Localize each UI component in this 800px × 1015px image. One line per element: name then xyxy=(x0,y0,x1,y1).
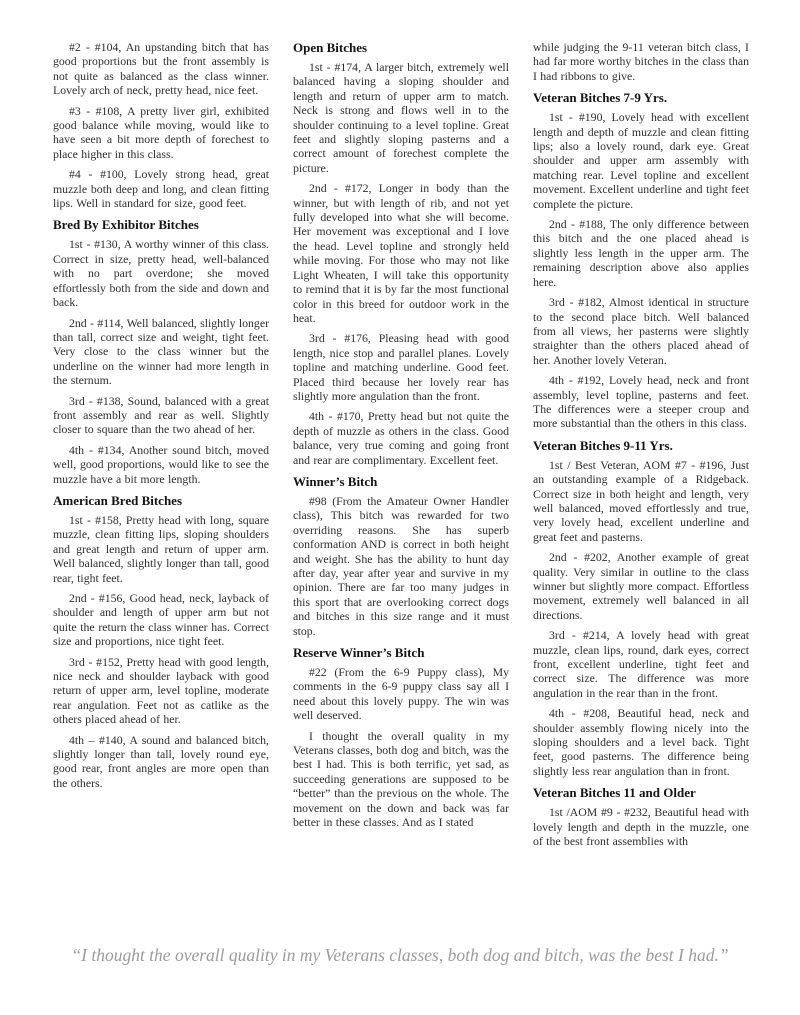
section-heading: Bred By Exhibitor Bitches xyxy=(53,217,199,233)
section-heading: Reserve Winner’s Bitch xyxy=(293,645,425,661)
paragraph: 4th - #208, Beautiful head, neck and shoulder assembly flowing nicely into the sloping shoulders and a level back. Tight feet, good pasterns. The difference being slightly less rear angulation than in front. xyxy=(533,706,749,778)
paragraph: 2nd - #114, Well balanced, slightly longer than tall, correct size and weight, tight feet. Very close to the class winner but the underline on the winner had more length in the sternum. xyxy=(53,315,269,388)
paragraph: 3rd - #182, Almost identical in structure to the second place bitch. Well balanced from all views, her pasterns were slightly straighter than the others placed ahead of her. Another lovely Veteran. xyxy=(533,295,749,367)
paragraph: 3rd - #214, A lovely head with great muzzle, clean lips, round, dark eyes, correct front, excellent underline, tight feet and correct size. The difference was more angulation in the rear than in the front. xyxy=(533,628,749,700)
paragraph: I thought the overall quality in my Veterans classes, both dog and bitch, was the best I had. This is both terrific, yet sad, as succeeding generations are supposed to be “better” than the previous on the whole. The movement on the down and back was far better in these classes. And as I stated xyxy=(293,728,509,830)
column-2 xyxy=(293,40,509,935)
paragraph: 2nd - #188, The only difference between this bitch and the one placed ahead is slightly less length in the upper arm. The remaining description above also applies here. xyxy=(533,217,749,289)
paragraph: 1st - #130, A worthy winner of this class. Correct in size, pretty head, well-balanced with no part overdone; she moved effortlessly both from the side and down and back. xyxy=(53,237,269,310)
paragraph: 2nd - #172, Longer in body than the winner, but with length of rib, and not yet fully developed into what she will become. Her movement was exceptional and I love the head. Level topline and strongly held while moving. For those who may not like Light Wheaten, I will take this opportunity to remind that it is by far the most functional color in this breed for outdoor work in the heat. xyxy=(293,181,509,325)
section-heading: Winner’s Bitch xyxy=(293,473,378,489)
paragraph: 2nd - #202, Another example of great quality. Very similar in outline to the class winner but slightly more compact. Effortless movement, extremely well balanced in all directions. xyxy=(533,550,749,622)
section-heading: American Bred Bitches xyxy=(53,492,183,508)
paragraph: 1st - #158, Pretty head with long, square muzzle, clean fitting lips, sloping shoulders and great length and return of upper arm. Well balanced, slightly longer than tall, good rear, tight feet. xyxy=(53,512,269,585)
paragraph: 1st / Best Veteran, AOM #7 - #196, Just an outstanding example of a Ridgeback. Correct size in both height and length, very well balanced, moved effortlessly and true, very lovely head, excellent underline and great feet and pasterns. xyxy=(533,457,749,544)
section-heading: Veteran Bitches 11 and Older xyxy=(533,785,696,801)
section-heading: Open Bitches xyxy=(293,40,368,55)
paragraph: #98 (From the Amateur Owner Handler class), This bitch was rewarded for two overriding reasons. She has superb conformation AND is correct in both height and weight. She has the ability to hunt day after day, year after year and survive in my opinion. There are far too many judges in this sport that are overlooking correct dogs and bitches in this size range and it must stop. xyxy=(293,493,509,638)
pull-quote: “I thought the overall quality in my Veterans classes, both dog and bitch, was the best I had.” xyxy=(71,945,729,965)
text-columns xyxy=(53,40,749,935)
paragraph: 2nd - #156, Good head, neck, layback of shoulder and length of upper arm but not quite the return the class winner has. Correct size and proportions, nice tight feet. xyxy=(53,591,269,649)
paragraph: 4th - #170, Pretty head but not quite the depth of muzzle as others in the class. Good balance, very true coming and going front and rear are complimentary. Excellent feet. xyxy=(293,409,509,467)
paragraph: 3rd - #176, Pleasing head with good length, nice stop and parallel planes. Lovely topline and matching underline. Good feet. Placed third because her lovely rear has slightly more angulation than the front. xyxy=(293,331,509,403)
paragraph: #4 - #100, Lovely strong head, great muzzle both deep and long, and clean fitting lips. Well in standard for size, good feet. xyxy=(53,167,269,211)
paragraph: while judging the 9-11 veteran bitch class, I had far more worthy bitches in the class than I had ribbons to give. xyxy=(533,40,749,83)
section-heading: Veteran Bitches 9-11 Yrs. xyxy=(533,437,673,453)
paragraph: 1st - #174, A larger bitch, extremely well balanced having a sloping shoulder and length and return of upper arm to match. Neck is strong and flows well in to the shoulder continuing to a level topline. Great feet and slightly sloping pasterns and a correct amount of forechest complete the picture. xyxy=(293,60,509,175)
paragraph: 4th – #140, A sound and balanced bitch, slightly longer than tall, lovely round eye, good rear, front angles are more open than the others. xyxy=(53,732,269,790)
paragraph: #3 - #108, A pretty liver girl, exhibited good balance while moving, would like to have seen a bit more depth of forechest to place higher in this class. xyxy=(53,103,269,161)
paragraph: 3rd - #138, Sound, balanced with a great front assembly and rear as well. Slightly closer to square than the two ahead of her. xyxy=(53,393,269,437)
paragraph: 4th - #192, Lovely head, neck and front assembly, level topline, pasterns and feet. The differences were a steeper croup and more substantial than the others in this class. xyxy=(533,373,749,431)
column-1 xyxy=(53,40,269,935)
paragraph: 3rd - #152, Pretty head with good length, nice neck and shoulder layback with good return of upper arm, level topline, moderate rear angulation. Feet not as catlike as the others placed ahead of her. xyxy=(53,654,269,727)
paragraph: 1st - #190, Lovely head with excellent length and depth of muzzle and clean fitting lips; also a lovely round, dark eye. Great shoulder and upper arm assembly with matching rear. Level topline and excellent movement. Excellent underline and tight feet complete the picture. xyxy=(533,110,749,211)
paragraph: #2 - #104, An upstanding bitch that has good proportions but the front assembly is not quite as balanced as the class winner. Lovely arch of neck, pretty head, nice feet. xyxy=(53,40,269,98)
section-heading: Veteran Bitches 7-9 Yrs. xyxy=(533,90,668,106)
paragraph: 4th - #134, Another sound bitch, moved well, good proportions, would like to see the muzzle have a bit more length. xyxy=(53,442,269,486)
paragraph: 1st /AOM #9 - #232, Beautiful head with lovely length and depth in the muzzle, one of the best front assemblies with xyxy=(533,805,749,849)
paragraph: #22 (From the 6-9 Puppy class), My comments in the 6-9 puppy class say all I need about this lovely puppy. The win was well deserved. xyxy=(293,665,509,723)
column-3 xyxy=(533,40,749,935)
